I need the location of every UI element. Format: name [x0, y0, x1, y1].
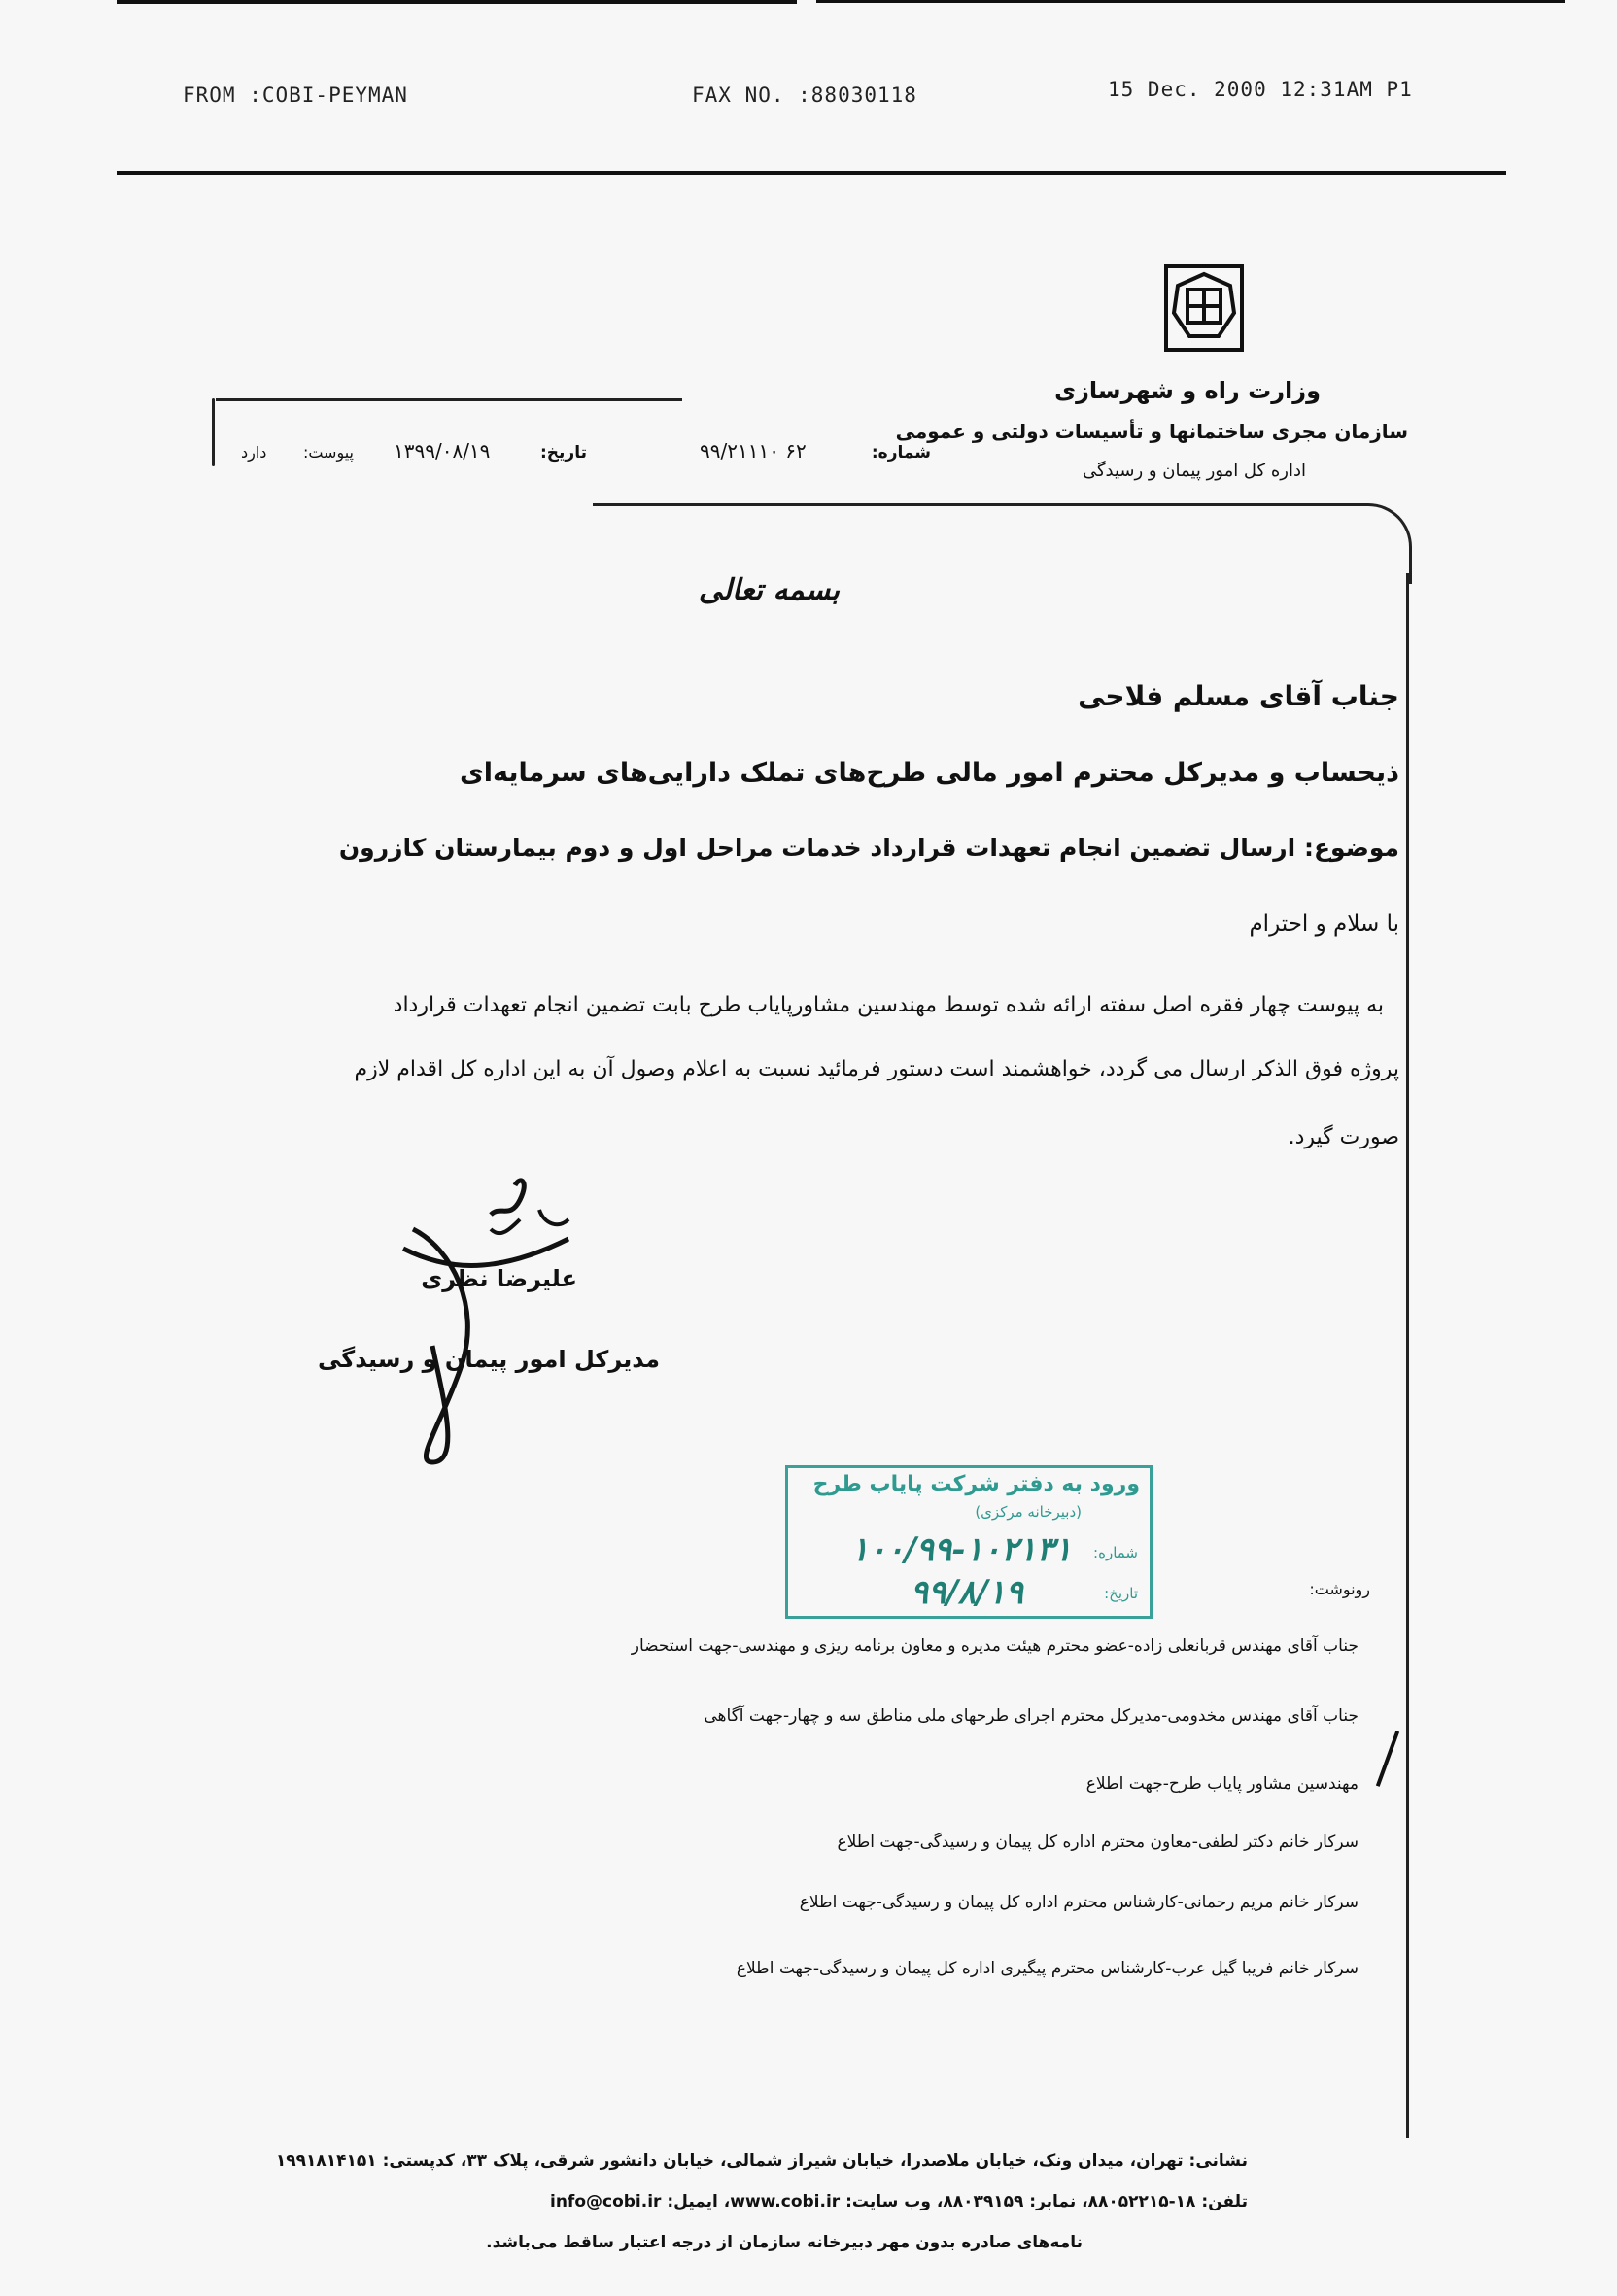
- scan-top-edge-2: [816, 0, 1565, 3]
- organization-name: سازمان مجری ساختمانها و تأسیسات دولتی و عمومی: [895, 420, 1408, 443]
- scan-top-edge: [117, 0, 797, 4]
- ministry-logo-icon: [1164, 264, 1244, 352]
- letter-date-value: ۱۳۹۹/۰۸/۱۹: [394, 439, 491, 463]
- fax-from: FROM :COBI-PEYMAN: [183, 84, 408, 107]
- stamp-number-label: شماره:: [1093, 1544, 1138, 1561]
- stamp-number-value: ۱۰۰/۹۹-۱۰۲۱۳۱: [850, 1530, 1072, 1569]
- greeting: با سلام و احترام: [1249, 911, 1399, 937]
- frame-top-stroke-2: [593, 503, 1351, 506]
- fax-divider: [117, 171, 1506, 175]
- cc-item: جناب آقای مهندس مخدومی-مدیرکل محترم اجرای طرحهای ملی مناطق سه و چهار-جهت آگاهی: [704, 1706, 1359, 1726]
- fax-date: 15 Dec. 2000 12:31AM P1: [1108, 78, 1413, 101]
- cc-check-mark-icon: [1376, 1731, 1399, 1787]
- stamp-date-label: تاریخ:: [1104, 1585, 1138, 1602]
- footer-note: نامه‌های صادره بدون مهر دبیرخانه سازمان از درجه اعتبار ساقط می‌باشد.: [486, 2233, 1083, 2252]
- letter-subject: موضوع: ارسال تضمین انجام تعهدات قرارداد خدمات مراحل اول و دوم بیمارستان کازرون: [338, 834, 1399, 862]
- cc-item: سرکار خانم دکتر لطفی-معاون محترم اداره کل پیمان و رسیدگی-جهت اطلاع: [837, 1833, 1359, 1852]
- letter-number-label: شماره:: [871, 443, 931, 463]
- stamp-date-value: ۹۹/۸/۱۹: [910, 1573, 1023, 1612]
- cc-item: جناب آقای مهندس قربانعلی زاده-عضو محترم هیئت مدیره و معاون برنامه ریزی و مهندسی-جهت استحضار: [631, 1636, 1359, 1656]
- recipient-title: ذیحساب و مدیرکل محترم امور مالی طرح‌های تملک دارایی‌های سرمایه‌ای: [459, 758, 1399, 788]
- handwritten-signature: [374, 1171, 598, 1482]
- frame-left-stroke: [212, 398, 215, 466]
- invocation: بسمه تعالی: [698, 573, 840, 607]
- body-line-2: پروژه فوق الذکر ارسال می گردد، خواهشمند است دستور فرمائید نسبت به اعلام وصول آن به این اداره کل اقدام لازم: [354, 1057, 1399, 1081]
- receipt-stamp: [785, 1465, 1153, 1619]
- stamp-subtitle: (دبیرخانه مرکزی): [975, 1503, 1082, 1521]
- letter-date-label: تاریخ:: [540, 443, 587, 463]
- body-line-1: به پیوست چهار فقره اصل سفته ارائه شده توسط مهندسین مشاورپایاب طرح بابت تضمین انجام تعهدات قرارداد: [393, 993, 1384, 1017]
- cc-item: سرکار خانم مریم رحمانی-کارشناس محترم اداره کل پیمان و رسیدگی-جهت اطلاع: [799, 1893, 1359, 1912]
- ministry-name: وزارت راه و شهرسازی: [1054, 377, 1321, 404]
- body-line-3: صورت گیرد.: [1288, 1125, 1399, 1149]
- frame-corner: [1292, 503, 1412, 584]
- stamp-title: ورود به دفتر شرکت پایاب طرح: [812, 1472, 1140, 1496]
- recipient-name: جناب آقای مسلم فلاحی: [1078, 680, 1399, 712]
- attachment-label: پیوست:: [302, 443, 354, 462]
- fax-number: FAX NO. :88030118: [692, 84, 917, 107]
- cc-item: مهندسین مشاور پایاب طرح-جهت اطلاع: [1085, 1774, 1359, 1794]
- frame-top-stroke: [216, 398, 682, 401]
- cc-item: سرکار خانم فریبا گیل عرب-کارشناس محترم پیگیری اداره کل پیمان و رسیدگی-جهت اطلاع: [736, 1959, 1359, 1978]
- letter-number-value: ۶۲ ۹۹/۲۱۱۱۰: [700, 439, 807, 463]
- footer-address: نشانی: تهران، میدان ونک، خیابان ملاصدرا، خیابان شیراز شمالی، خیابان دانشور شرقی، پلاک ۳۳، کدپستی: ۱۹۹۱۸۱۴۱۵۱: [275, 2151, 1248, 2171]
- cc-label: رونوشت:: [1309, 1580, 1370, 1598]
- department-name: اداره کل امور پیمان و رسیدگی: [1082, 461, 1306, 481]
- footer-contact: تلفن: ۱۸-۸۸۰۵۲۲۱۵، نمابر: ۸۸۰۳۹۱۵۹، وب سایت: www.cobi.ir، ایمیل: info@cobi.ir: [550, 2192, 1248, 2211]
- frame-right-stroke: [1406, 573, 1409, 2138]
- signer-name: علیرضا نظری: [421, 1265, 577, 1292]
- attachment-value: دارد: [241, 443, 267, 462]
- signer-title: مدیرکل امور پیمان و رسیدگی: [317, 1346, 660, 1373]
